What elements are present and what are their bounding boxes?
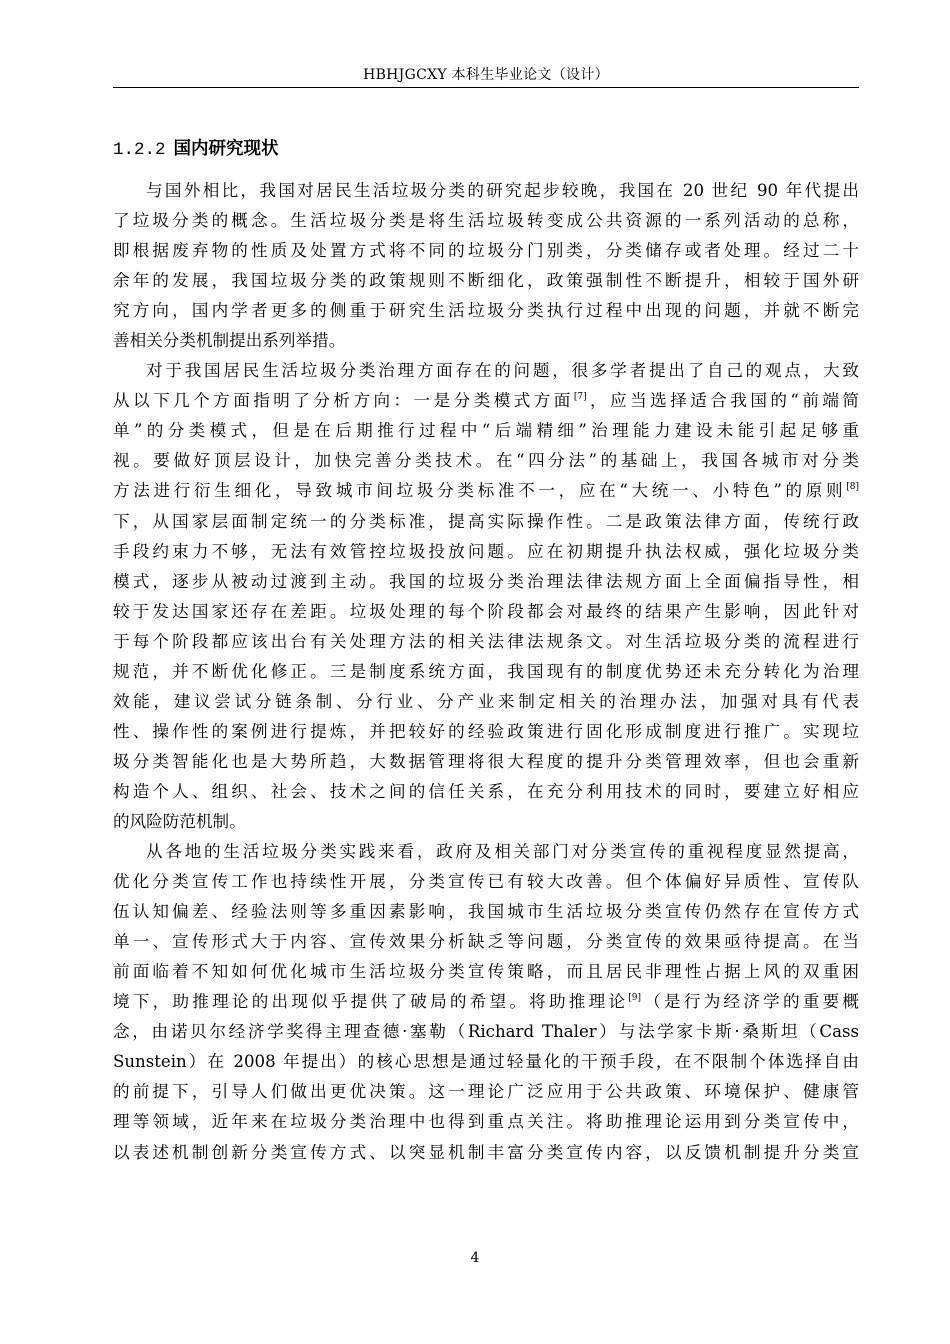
- text-line: 从以下几个方面指明了分析方向：一是分类模式方面[7]，应当选择适合我国的“前端简: [113, 391, 859, 411]
- text-line: 圾分类智能化也是大势所趋，大数据管理将很大程度的提升分类管理效率，但也会重新: [113, 751, 859, 771]
- text-line: 前面临着不知如何优化城市生活垃圾分类宣传策略，而且居民非理性占据上风的双重困: [113, 962, 859, 982]
- text-line: 性、操作性的案例进行提炼，并把较好的经验政策进行固化形成制度进行推广。实现垃: [113, 721, 859, 741]
- section-heading: [113, 137, 279, 162]
- text-line: 念，由诺贝尔经济学奖得主理查德·塞勒（Richard Thaler）与法学家卡斯·桑斯坦（Cass: [113, 1022, 859, 1042]
- text-line: 视。要做好顶层设计，加快完善分类技术。在“四分法”的基础上，我国各城市对分类: [113, 451, 859, 471]
- text-line: 以表述机制创新分类宣传方式、以突显机制丰富分类宣传内容，以反馈机制提升分类宣: [113, 1142, 859, 1162]
- text-line: 理等领域，近年来在垃圾分类治理中也得到重点关注。将助推理论运用到分类宣传中，: [113, 1112, 859, 1132]
- text-line: 究方向，国内学者更多的侧重于研究生活垃圾分类执行过程中出现的问题，并就不断完: [113, 301, 859, 321]
- citation-8[interactable]: [8]: [846, 482, 859, 493]
- text-line: 单”的分类模式，但是在后期推行过程中“后端精细”治理能力建设未能引起足够重: [113, 421, 859, 441]
- text-line: 善相关分类机制提出系列举措。: [113, 331, 346, 351]
- text-line: 境下，助推理论的出现似乎提供了破局的希望。将助推理论[9]（是行为经济学的重要概: [113, 992, 860, 1012]
- page-number: 4: [470, 1250, 480, 1266]
- body-text: [113, 176, 859, 1168]
- text-line: 规范，并不断优化修正。三是制度系统方面，我国现有的制度优势还未充分转化为治理: [113, 661, 859, 681]
- text-line: 构造个人、组织、社会、技术之间的信任关系，在充分利用技术的同时，要建立好相应: [113, 781, 859, 801]
- text-line: 的风险防范机制。: [113, 811, 246, 831]
- text-line: 模式，逐步从被动过渡到主动。我国的垃圾分类治理法律法规方面上全面偏指导性，相: [113, 571, 859, 591]
- header-rule: [113, 87, 859, 88]
- text-line: 对于我国居民生活垃圾分类治理方面存在的问题，很多学者提出了自己的观点，大致: [146, 361, 859, 381]
- text-line: 即根据废弃物的性质及处置方式将不同的垃圾分门别类，分类储存或者处理。经过二十: [113, 241, 859, 261]
- text-line: 优化分类宣传工作也持续性开展，分类宣传已有较大改善。但个体偏好异质性、宣传队: [113, 872, 859, 892]
- text-line: 从各地的生活垃圾分类实践来看，政府及相关部门对分类宣传的重视程度显然提高，: [146, 842, 859, 862]
- paragraph-1: [113, 176, 859, 356]
- text-line: 单一、宣传形式大于内容、宣传效果分析缺乏等问题，分类宣传的效果亟待提高。在当: [113, 932, 859, 952]
- text-line: 的前提下，引导人们做出更优决策。这一理论广泛应用于公共政策、环境保护、健康管: [113, 1082, 859, 1102]
- text-line: 伍认知偏差、经验法则等多重因素影响，我国城市生活垃圾分类宣传仍然存在宣传方式: [113, 902, 859, 922]
- text-line: Sunstein）在 2008 年提出）的核心思想是通过轻量化的干预手段，在不限制个体选择自由: [113, 1052, 859, 1072]
- citation-9[interactable]: [9]: [628, 993, 642, 1004]
- text-line: 余年的发展，我国垃圾分类的政策规则不断细化，政策强制性不断提升，相较于国外研: [113, 271, 859, 291]
- text-line: 与国外相比，我国对居民生活垃圾分类的研究起步较晚，我国在 20 世纪 90 年代提出: [146, 181, 859, 200]
- paragraph-2: [113, 356, 859, 837]
- section-number: 1.2.2: [113, 140, 166, 160]
- paragraph-3: [113, 837, 859, 1168]
- section-title: 国内研究现状: [173, 139, 279, 159]
- text-line: 方法进行衍生细化，导致城市间垃圾分类标准不一，应在“大统一、小特色”的原则[8]: [113, 481, 859, 501]
- text-line: 效能，建议尝试分链条制、分行业、分产业来制定相关的治理办法，加强对具有代表: [113, 691, 859, 711]
- text-line: 了垃圾分类的概念。生活垃圾分类是将生活垃圾转变成公共资源的一系列活动的总称，: [113, 211, 859, 231]
- citation-7[interactable]: [7]: [573, 392, 587, 403]
- text-line: 下，从国家层面制定统一的分类标准，提高实际操作性。二是政策法律方面，传统行政: [113, 511, 859, 531]
- running-header: HBHJGCXY 本科生毕业论文（设计）: [363, 67, 609, 83]
- text-line: 较于发达国家还存在差距。垃圾处理的每个阶段都会对最终的结果产生影响，因此针对: [113, 601, 859, 621]
- text-line: 手段约束力不够，无法有效管控垃圾投放问题。应在初期提升执法权威，强化垃圾分类: [113, 541, 859, 561]
- text-line: 于每个阶段都应该出台有关处理方法的相关法律法规条文。对生活垃圾分类的流程进行: [113, 631, 859, 651]
